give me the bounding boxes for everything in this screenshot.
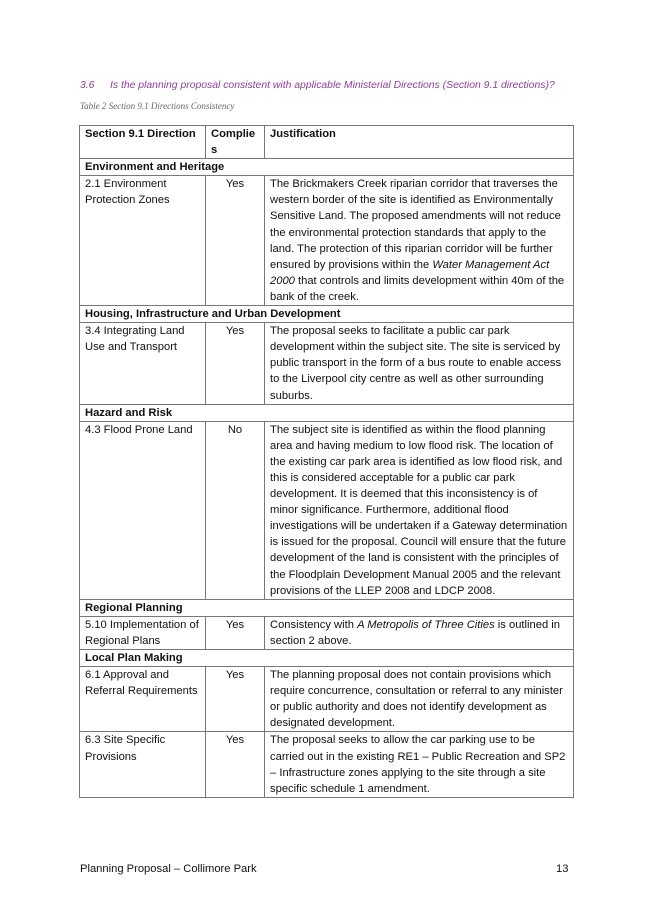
header-direction: Section 9.1 Direction	[80, 126, 206, 159]
header-justification: Justification	[265, 126, 574, 159]
section-row	[80, 650, 574, 667]
footer-title: Planning Proposal – Collimore Park	[80, 863, 257, 875]
plan-title: A Metropolis of Three Cities	[357, 618, 495, 631]
justification-cell: The proposal seeks to facilitate a public car park development within the subject site. The site is serviced by public transport in the form of a bus route to enable access to the Liverpool city centre as well as other surrounding suburbs.	[265, 323, 574, 404]
justification-text: The Brickmakers Creek riparian corridor that traverses the western border of the site is identified as Environmentally Sensitive Land. The proposed amendments will not reduce the environmental protection standards that apply to the land. The protection of this riparian corridor will be further ensured by provisions within the	[270, 178, 561, 271]
direction-cell: 3.4 Integrating Land Use and Transport	[80, 323, 206, 404]
page-number: 13	[556, 863, 569, 875]
direction-cell: 6.1 Approval and Referral Requirements	[80, 667, 206, 732]
justification-cell	[265, 616, 574, 649]
section-title: Housing, Infrastructure and Urban Development	[80, 306, 574, 323]
table-row	[80, 176, 574, 306]
section-number: 3.6	[80, 80, 95, 91]
table-header-row	[80, 126, 574, 159]
justification-text: that controls and limits development within 40m of the bank of the creek.	[270, 274, 565, 303]
section-title: Regional Planning	[80, 599, 574, 616]
direction-cell: 2.1 Environment Protection Zones	[80, 176, 206, 306]
direction-cell: 6.3 Site Specific Provisions	[80, 732, 206, 797]
justification-cell: The planning proposal does not contain provisions which require concurrence, consultation or referral to any minister or public authority and does not identify development as designated development.	[265, 667, 574, 732]
table-row	[80, 616, 574, 649]
justification-text: Consistency with	[270, 618, 358, 631]
direction-cell: 4.3 Flood Prone Land	[80, 421, 206, 599]
section-row	[80, 306, 574, 323]
section-title: Environment and Heritage	[80, 159, 574, 176]
section-row	[80, 159, 574, 176]
section-row	[80, 404, 574, 421]
complies-cell: Yes	[206, 323, 265, 404]
legislation-title: Water Management Act 2000	[270, 258, 550, 287]
direction-cell: 5.10 Implementation of Regional Plans	[80, 616, 206, 649]
complies-cell: Yes	[206, 176, 265, 306]
table-row	[80, 732, 574, 797]
justification-text: is outlined in section 2 above.	[270, 618, 560, 647]
table-row	[80, 323, 574, 404]
justification-cell: The subject site is identified as within the flood planning area and having medium to low flood risk. The location of the existing car park area is identified as low flood risk, and this is considered acceptable for a public car park development. It is deemed that this inconsistency is of minor significance. Furthermore, additional flood investigations will be undertaken if a Gateway determination is issued for the proposal. Council will ensure that the future development of the land is consistent with the principles of the Floodplain Development Manual 2005 and the relevant provisions of the LLEP 2008 and LDCP 2008.	[265, 421, 574, 599]
section-title: Local Plan Making	[80, 650, 574, 667]
complies-cell: Yes	[206, 732, 265, 797]
table-row	[80, 421, 574, 599]
section-title: Hazard and Risk	[80, 404, 574, 421]
section-row	[80, 599, 574, 616]
justification-cell: The proposal seeks to allow the car parking use to be carried out in the existing RE1 – Public Recreation and SP2 – Infrastructure zones applying to the site through a site specific schedule 1 amendment.	[265, 732, 574, 797]
complies-cell: Yes	[206, 667, 265, 732]
section-heading-text: Is the planning proposal consistent with applicable Ministerial Directions (Section 9.1 directions)?	[110, 80, 555, 91]
directions-table	[79, 125, 574, 798]
complies-cell: Yes	[206, 616, 265, 649]
complies-cell: No	[206, 421, 265, 599]
header-complies: Complie s	[206, 126, 265, 159]
table-caption: Table 2 Section 9.1 Directions Consistency	[80, 101, 235, 111]
section-heading	[80, 80, 600, 91]
table-row	[80, 667, 574, 732]
justification-cell	[265, 176, 574, 306]
